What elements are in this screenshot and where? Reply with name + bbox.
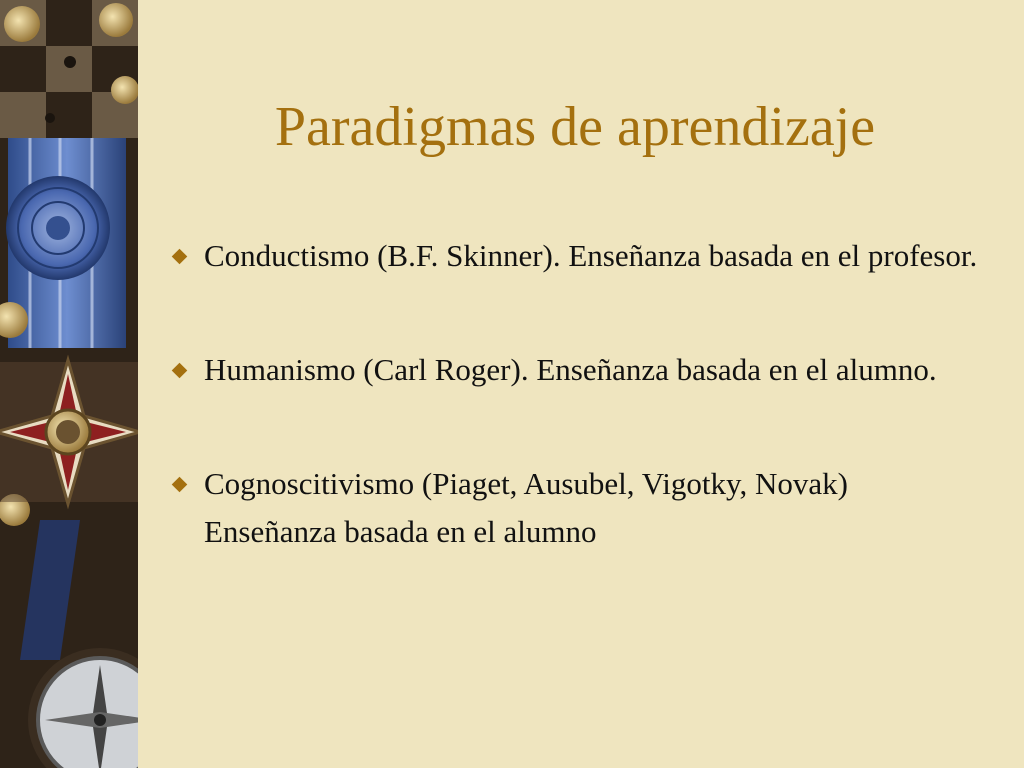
diamond-bullet-icon [172,363,188,379]
decorative-side-image [0,0,138,768]
medal-collage-image [0,0,138,768]
diamond-bullet-icon [172,477,188,493]
bullet-list [168,232,978,556]
bullet-item-conductismo [168,232,978,280]
bullet-text: Conductismo (B.F. Skinner). Enseñanza basada en el profesor. [204,238,978,273]
diamond-bullet-icon [172,249,188,265]
bullet-text: Cognoscitivismo (Piaget, Ausubel, Vigotky, Novak) Enseñanza basada en el alumno [204,466,848,549]
slide-title: Paradigmas de aprendizaje [274,96,876,158]
bullet-item-cognoscitivismo [168,460,978,556]
bullet-item-humanismo [168,346,978,394]
bullet-text: Humanismo (Carl Roger). Enseñanza basada en el alumno. [204,352,937,387]
